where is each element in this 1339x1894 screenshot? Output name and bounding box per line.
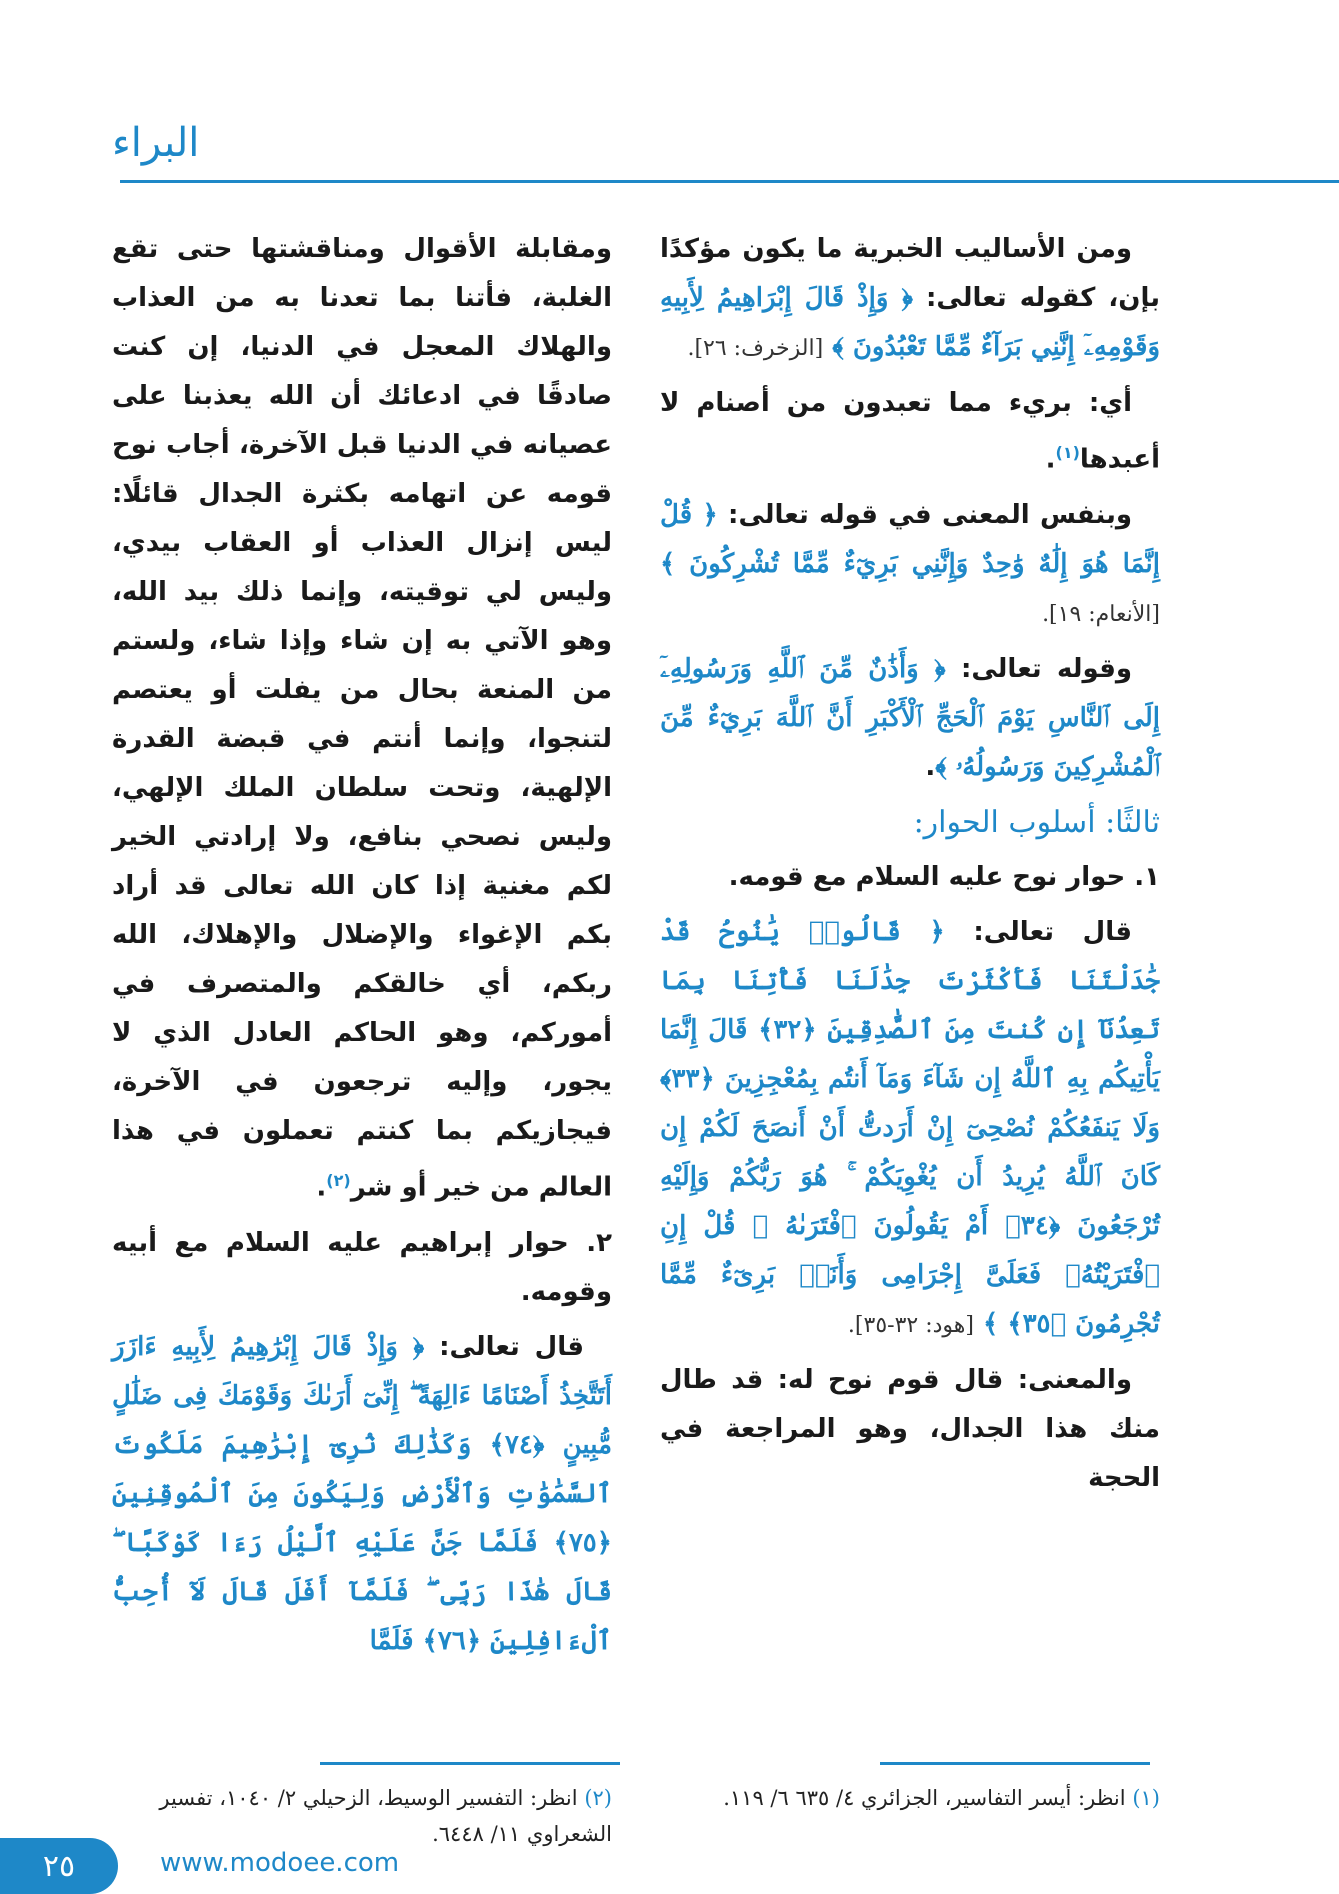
- footnote-divider: [880, 1762, 1150, 1765]
- footnote-number: (١): [1132, 1786, 1160, 1810]
- footnote-1: (١) انظر: أيسر التفاسير، الجزائري ٤/ ٦٣٥ ٦/ ١١٩.: [723, 1786, 1160, 1810]
- book-title: البراء: [112, 120, 200, 166]
- quran-verse: ﴿ قُلْ إِنَّمَا هُوَ إِلَٰهٌ وَٰحِدٌ وَإِنَّنِي بَرِيٓءٌ مِّمَّا تُشْرِكُونَ ﴾: [660, 499, 1160, 579]
- paragraph: وبنفس المعنى في قوله تعالى: ﴿ قُلْ إِنَّمَا هُوَ إِلَٰهٌ وَٰحِدٌ وَإِنَّنِي بَرِيٓءٌ مِّمَّا تُشْرِكُونَ ﴾ [الأنعام: ١٩].: [660, 499, 1160, 627]
- page-number: ٢٥: [0, 1838, 118, 1894]
- website-link[interactable]: www.modoee.com: [160, 1848, 400, 1878]
- footnote-marker[interactable]: (١): [1055, 443, 1080, 462]
- verse-reference: [الزخرف: ٢٦].: [687, 336, 824, 361]
- verse-reference: [هود: ٣٢-٣٥].: [847, 1312, 974, 1338]
- header-divider: [120, 180, 1339, 183]
- left-column: [112, 225, 612, 1672]
- quran-verse: ﴿ وَأَذَٰنٌ مِّنَ ٱللَّهِ وَرَسُولِهِۦٓ إِلَى ٱلنَّاسِ يَوْمَ ٱلْحَجِّ ٱلْأَكْبَرِ أَنَّ ٱللَّهَ بَرِيٓءٌ مِّنَ ٱلْمُشْرِكِينَ وَرَسُولُهُۥ ﴾: [660, 653, 1160, 782]
- verse-reference: [الأنعام: ١٩].: [1042, 601, 1160, 627]
- paragraph: وقوله تعالى: ﴿ وَأَذَٰنٌ مِّنَ ٱللَّهِ وَرَسُولِهِۦٓ إِلَى ٱلنَّاسِ يَوْمَ ٱلْحَجِّ ٱلْأَكْبَرِ أَنَّ ٱللَّهَ بَرِيٓءٌ مِّنَ ٱلْمُشْرِكِينَ وَرَسُولُهُۥ ﴾.: [660, 653, 1160, 782]
- right-column: [660, 225, 1160, 1509]
- footnote-number: (٢): [584, 1786, 612, 1810]
- footnote-divider: [320, 1762, 620, 1765]
- paragraph: قال تعالى: ﴿ قَالُوا۟ يَٰنُوحُ قَدْ جَٰدَلْتَنَا فَأَكْثَرْتَ جِدَٰلَنَا فَأْتِنَا بِمَا تَعِدُنَآ إِن كُنتَ مِنَ ٱلصَّٰدِقِينَ ﴿٣٢﴾ قَالَ إِنَّمَا يَأْتِيكُم بِهِ ٱللَّهُ إِن شَآءَ وَمَآ أَنتُم بِمُعْجِزِينَ ﴿٣٣﴾ وَلَا يَنفَعُكُمْ نُصْحِىٓ إِنْ أَرَدتُّ أَنْ أَنصَحَ لَكُمْ إِن كَانَ ٱللَّهُ يُرِيدُ أَن يُغْوِيَكُمْ ۚ هُوَ رَبُّكُمْ وَإِلَيْهِ تُرْجَعُونَ ﴿٣٤﴾ أَمْ يَقُولُونَ ٱفْتَرَىٰهُ ۖ قُلْ إِنِ ٱفْتَرَيْتُهُۥ فَعَلَىَّ إِجْرَامِى وَأَنَا۠ بَرِىٓءٌ مِّمَّا تُجْرِمُونَ ﴿٣٥﴾ ﴾ [هود: ٣٢-٣٥].: [660, 916, 1160, 1339]
- quran-verse: ﴿ وَإِذْ قَالَ إِبْرَاهِيمُ لِأَبِيهِ وَقَوْمِهِۦٓ إِنَّنِي بَرَآءٌ مِّمَّا تَعْبُدُونَ ﴾: [660, 283, 1160, 362]
- quran-verse: ﴿ قَالُوا۟ يَٰنُوحُ قَدْ جَٰدَلْتَنَا فَأَكْثَرْتَ جِدَٰلَنَا فَأْتِنَا بِمَا تَعِدُنَآ إِن كُنتَ مِنَ ٱلصَّٰدِقِينَ ﴿٣٢﴾ قَالَ إِنَّمَا يَأْتِيكُم بِهِ ٱللَّهُ إِن شَآءَ وَمَآ أَنتُم بِمُعْجِزِينَ ﴿٣٣﴾ وَلَا يَنفَعُكُمْ نُصْحِىٓ إِنْ أَرَدتُّ أَنْ أَنصَحَ لَكُمْ إِن كَانَ ٱللَّهُ يُرِيدُ أَن يُغْوِيَكُمْ ۚ هُوَ رَبُّكُمْ وَإِلَيْهِ تُرْجَعُونَ ﴿٣٤﴾ أَمْ يَقُولُونَ ٱفْتَرَىٰهُ ۖ قُلْ إِنِ ٱفْتَرَيْتُهُۥ فَعَلَىَّ إِجْرَامِى وَأَنَا۠ بَرِىٓءٌ مِّمَّا تُجْرِمُونَ ﴿٣٥﴾ ﴾: [660, 916, 1160, 1339]
- section-heading: ثالثًا: أسلوب الحوار:: [913, 804, 1160, 840]
- paragraph: قال تعالى: ﴿ وَإِذْ قَالَ إِبْرَٰهِيمُ لِأَبِيهِ ءَازَرَ أَتَتَّخِذُ أَصْنَامًا ءَالِهَةً ۖ إِنِّىٓ أَرَىٰكَ وَقَوْمَكَ فِى ضَلَٰلٍ مُّبِينٍ ﴿٧٤﴾ وَكَذَٰلِكَ نُرِىٓ إِبْرَٰهِيمَ مَلَكُوتَ ٱلسَّمَٰوَٰتِ وَٱلْأَرْضِ وَلِيَكُونَ مِنَ ٱلْمُوقِنِينَ ﴿٧٥﴾ فَلَمَّا جَنَّ عَلَيْهِ ٱلَّيْلُ رَءَا كَوْكَبًا ۖ قَالَ هَٰذَا رَبِّى ۖ فَلَمَّآ أَفَلَ قَالَ لَآ أُحِبُّ ٱلْءَافِلِينَ ﴿٧٦﴾ فَلَمَّا: [112, 1331, 612, 1656]
- paragraph: أي: بريء مما تعبدون من أصنام لا أعبدها$^{(١)}$.: [660, 388, 1160, 475]
- paragraph: والمعنى: قال قوم نوح له: قد طال منك هذا الجدال، وهو المراجعة في الحجة: [660, 1364, 1160, 1493]
- subsection-title: ١. حوار نوح عليه السلام مع قومه.: [728, 861, 1160, 892]
- quran-verse: ﴿ وَإِذْ قَالَ إِبْرَٰهِيمُ لِأَبِيهِ ءَازَرَ أَتَتَّخِذُ أَصْنَامًا ءَالِهَةً ۖ إِنِّىٓ أَرَىٰكَ وَقَوْمَكَ فِى ضَلَٰلٍ مُّبِينٍ ﴿٧٤﴾ وَكَذَٰلِكَ نُرِىٓ إِبْرَٰهِيمَ مَلَكُوتَ ٱلسَّمَٰوَٰتِ وَٱلْأَرْضِ وَلِيَكُونَ مِنَ ٱلْمُوقِنِينَ ﴿٧٥﴾ فَلَمَّا جَنَّ عَلَيْهِ ٱلَّيْلُ رَءَا كَوْكَبًا ۖ قَالَ هَٰذَا رَبِّى ۖ فَلَمَّآ أَفَلَ قَالَ لَآ أُحِبُّ ٱلْءَافِلِينَ ﴿٧٦﴾ فَلَمَّا: [112, 1331, 612, 1656]
- subsection-title: ٢. حوار إبراهيم عليه السلام مع أبيه وقومه.: [112, 1227, 612, 1307]
- paragraph: ومقابلة الأقوال ومناقشتها حتى تقع الغلبة، فأتنا بما تعدنا به من العذاب والهلاك المعجل في الدنيا، إن كنت صادقًا في ادعائك أن الله يعذبنا على عصيانه في الدنيا قبل الآخرة، أجاب نوح قومه عن اتهامه بكثرة الجدال قائلًا: ليس إنزال العذاب أو العقاب بيدي، وليس لي توقيته، وإنما ذلك بيد الله، وهو الآتي به إن شاء وإذا شاء، ولستم من المنعة بحال من يفلت أو يعتصم لتنجوا، وإنما أنتم في قبضة القدرة الإلهية، وتحت سلطان الملك الإلهي، وليس نصحي بنافع، ولا إرادتي الخير لكم مغنية إذا كان الله تعالى قد أراد بكم الإغواء والإضلال والإهلاك، الله ربكم، أي خالقكم والمتصرف في أموركم، وهو الحاكم العادل الذي لا يجور، وإليه ترجعون في الآخرة، فيجازيكم بما كنتم تعملون في هذا العالم من خير أو شر$^{(٢)}$.: [112, 234, 612, 1203]
- footnote-2: (٢) انظر: التفسير الوسيط، الزحيلي ٢/ ١٠٤٠، تفسير الشعراوي ١١/ ٦٤٤٨.: [159, 1786, 612, 1846]
- paragraph: ومن الأساليب الخبرية ما يكون مؤكدًا بإن، كقوله تعالى: ﴿ وَإِذْ قَالَ إِبْرَاهِيمُ لِأَبِيهِ وَقَوْمِهِۦٓ إِنَّنِي بَرَآءٌ مِّمَّا تَعْبُدُونَ ﴾ [الزخرف: ٢٦].: [660, 234, 1160, 362]
- footnote-marker[interactable]: (٢): [326, 1171, 351, 1190]
